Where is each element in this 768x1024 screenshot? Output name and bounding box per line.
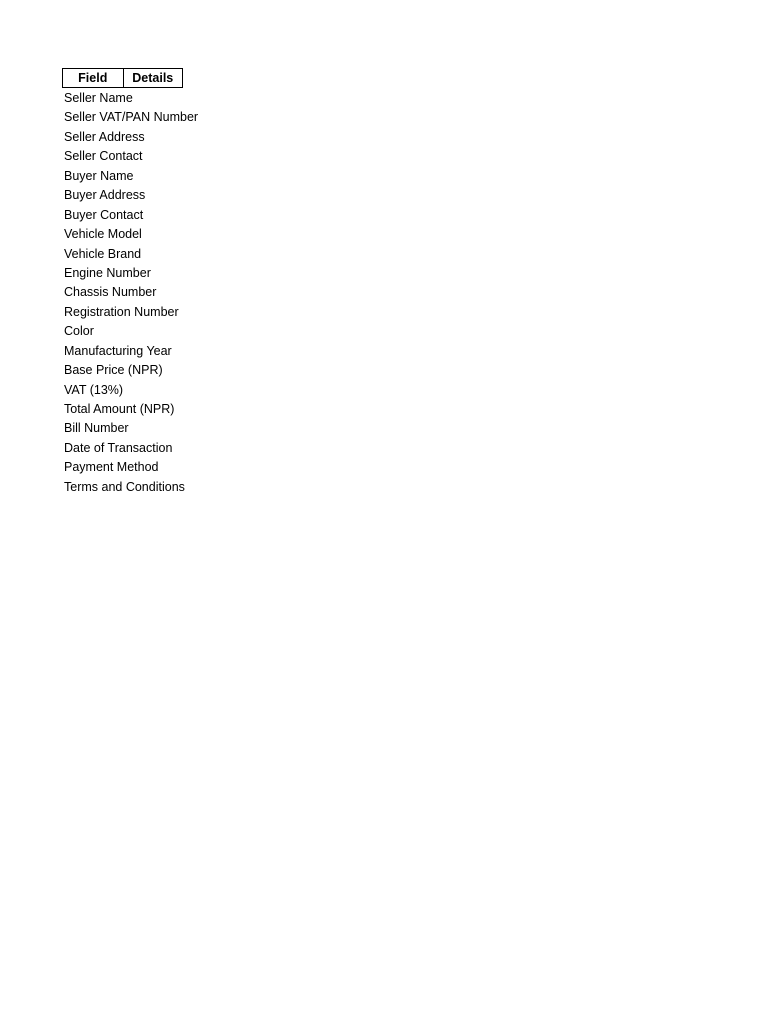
table-row[interactable]: Vehicle Brand [64, 246, 142, 261]
table-row[interactable]: VAT (13%) [64, 382, 124, 397]
table-row[interactable]: Seller VAT/PAN Number [64, 110, 199, 125]
table-row[interactable]: Registration Number [64, 304, 179, 319]
table-row[interactable]: Engine Number [64, 265, 151, 280]
table-row[interactable]: Seller Contact [64, 149, 143, 164]
table-row[interactable]: Manufacturing Year [64, 343, 172, 358]
header-field[interactable]: Field [63, 69, 124, 87]
table-row[interactable]: Base Price (NPR) [64, 363, 163, 378]
table-row[interactable]: Total Amount (NPR) [64, 402, 175, 416]
table-row[interactable]: Chassis Number [64, 285, 157, 300]
table-row[interactable]: Terms and Conditions [64, 479, 185, 494]
table-row[interactable]: Date of Transaction [64, 440, 173, 455]
table-row[interactable]: Payment Method [64, 460, 159, 475]
table-header-row [62, 68, 183, 88]
table-row[interactable]: Vehicle Model [64, 227, 142, 242]
table-row[interactable]: Color [64, 324, 94, 339]
table-row[interactable]: Seller Name [64, 91, 133, 105]
table-row[interactable]: Buyer Contact [64, 207, 144, 222]
table-row[interactable]: Seller Address [64, 129, 145, 144]
header-details[interactable]: Details [132, 71, 174, 85]
spreadsheet-table [62, 68, 198, 497]
table-row[interactable]: Bill Number [64, 421, 129, 436]
field-list [62, 89, 198, 497]
table-row[interactable]: Buyer Address [64, 188, 146, 203]
table-row[interactable]: Buyer Name [64, 168, 134, 183]
